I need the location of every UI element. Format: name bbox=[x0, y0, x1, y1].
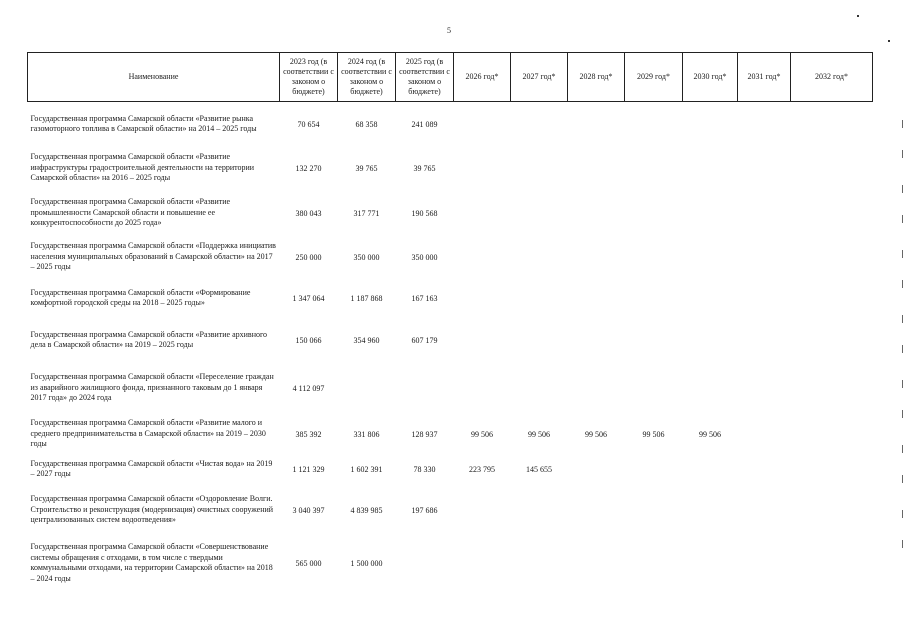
table-row bbox=[28, 318, 873, 362]
value-2023: 1 347 064 bbox=[292, 293, 325, 303]
scan-speck bbox=[888, 40, 890, 42]
value-2026 bbox=[454, 102, 511, 147]
column-header-2026: 2026 год* bbox=[454, 53, 511, 102]
value-2028 bbox=[568, 236, 625, 278]
value-2028 bbox=[568, 362, 625, 414]
value-2024: 331 806 bbox=[353, 429, 380, 439]
value-2024: 1 500 000 bbox=[350, 558, 383, 568]
value-2027 bbox=[511, 362, 568, 414]
table-row bbox=[28, 536, 873, 590]
value-2029: 99 506 bbox=[642, 429, 665, 439]
value-2028: 99 506 bbox=[585, 429, 607, 439]
value-2032 bbox=[791, 146, 873, 190]
value-2027 bbox=[511, 102, 568, 147]
column-header-2032: 2032 год* bbox=[791, 53, 873, 102]
scan-edge-mark bbox=[902, 185, 903, 193]
table-row bbox=[28, 454, 873, 484]
value-2029 bbox=[625, 318, 683, 362]
value-2025: 128 937 bbox=[411, 429, 438, 439]
value-2027 bbox=[511, 536, 568, 590]
value-2023: 3 040 397 bbox=[292, 505, 325, 515]
value-2024: 1 602 391 bbox=[350, 464, 383, 474]
value-2026: 223 795 bbox=[469, 464, 495, 474]
value-2028 bbox=[568, 146, 625, 190]
value-2024: 68 358 bbox=[355, 119, 378, 129]
value-2031 bbox=[738, 362, 791, 414]
value-2029 bbox=[625, 536, 683, 590]
value-2032 bbox=[791, 362, 873, 414]
value-2032 bbox=[791, 484, 873, 536]
scan-edge-mark bbox=[902, 150, 903, 158]
value-2030 bbox=[683, 454, 738, 484]
value-2032 bbox=[791, 318, 873, 362]
value-2028 bbox=[568, 536, 625, 590]
value-2027 bbox=[511, 484, 568, 536]
value-2032 bbox=[791, 278, 873, 318]
program-name: Государственная программа Самарской области «Переселение граждан из аварийного жилищного фонда, признанного таковым до 1 января 2017 года» до 2024 года bbox=[30, 372, 274, 403]
column-header-2028: 2028 год* bbox=[568, 53, 625, 102]
value-2025: 39 765 bbox=[413, 163, 436, 173]
table-row bbox=[28, 102, 873, 147]
scan-edge-mark bbox=[902, 250, 903, 258]
value-2025 bbox=[396, 362, 454, 414]
column-header-name: Наименование bbox=[28, 53, 280, 102]
value-2030 bbox=[683, 362, 738, 414]
value-2024: 350 000 bbox=[353, 252, 380, 262]
value-2028 bbox=[568, 102, 625, 147]
value-2023: 70 654 bbox=[297, 119, 320, 129]
table-row bbox=[28, 484, 873, 536]
value-2030 bbox=[683, 536, 738, 590]
value-2028 bbox=[568, 190, 625, 236]
value-2031 bbox=[738, 146, 791, 190]
value-2023: 385 392 bbox=[295, 429, 322, 439]
program-name: Государственная программа Самарской области «Развитие рынка газомоторного топлива в Самарской области» на 2014 – 2025 годы bbox=[30, 113, 257, 133]
value-2031 bbox=[738, 236, 791, 278]
value-2027: 99 506 bbox=[528, 429, 550, 439]
value-2028 bbox=[568, 318, 625, 362]
value-2027 bbox=[511, 146, 568, 190]
value-2026: 99 506 bbox=[471, 429, 493, 439]
value-2029 bbox=[625, 190, 683, 236]
value-2030 bbox=[683, 484, 738, 536]
value-2029 bbox=[625, 236, 683, 278]
table-row bbox=[28, 236, 873, 278]
value-2023: 1 121 329 bbox=[292, 464, 325, 474]
scan-edge-mark bbox=[902, 540, 903, 548]
value-2025: 190 568 bbox=[411, 208, 438, 218]
scan-edge-mark bbox=[902, 445, 903, 453]
scan-edge-mark bbox=[902, 475, 903, 483]
value-2025: 607 179 bbox=[411, 335, 438, 345]
value-2029 bbox=[625, 454, 683, 484]
value-2023: 380 043 bbox=[295, 208, 322, 218]
scan-edge-mark bbox=[902, 510, 903, 518]
value-2024: 354 960 bbox=[353, 335, 380, 345]
program-name: Государственная программа Самарской области «Развитие промышленности Самарской области и повышение ее конкурентоспособности до 2025 года» bbox=[30, 197, 231, 228]
value-2027 bbox=[511, 278, 568, 318]
program-name: Государственная программа Самарской области «Оздоровление Волги. Строительство и реконструкция (модернизация) очистных сооружений централизованных систем водоотведения» bbox=[30, 494, 274, 525]
value-2026 bbox=[454, 146, 511, 190]
scan-edge-mark bbox=[902, 215, 903, 223]
value-2030 bbox=[683, 236, 738, 278]
value-2027 bbox=[511, 236, 568, 278]
table-row bbox=[28, 278, 873, 318]
value-2031 bbox=[738, 454, 791, 484]
program-name: Государственная программа Самарской области «Формирование комфортной городской среды на 2018 – 2025 годы» bbox=[30, 287, 251, 307]
value-2031 bbox=[738, 102, 791, 147]
value-2026 bbox=[454, 190, 511, 236]
value-2032 bbox=[791, 536, 873, 590]
value-2031 bbox=[738, 318, 791, 362]
value-2025: 241 089 bbox=[411, 119, 438, 129]
value-2030 bbox=[683, 102, 738, 147]
program-name: Государственная программа Самарской области «Развитие малого и среднего предпринимательства в Самарской области» на 2019 – 2030 годы bbox=[30, 418, 266, 449]
value-2026 bbox=[454, 236, 511, 278]
column-header-2029: 2029 год* bbox=[625, 53, 683, 102]
value-2032 bbox=[791, 414, 873, 454]
value-2025: 78 330 bbox=[413, 464, 436, 474]
column-header-2027: 2027 год* bbox=[511, 53, 568, 102]
value-2027: 145 655 bbox=[526, 464, 552, 474]
value-2024: 317 771 bbox=[353, 208, 380, 218]
value-2025: 197 686 bbox=[411, 505, 438, 515]
value-2028 bbox=[568, 278, 625, 318]
value-2031 bbox=[738, 190, 791, 236]
scan-edge-mark bbox=[902, 345, 903, 353]
value-2029 bbox=[625, 484, 683, 536]
value-2026 bbox=[454, 278, 511, 318]
scan-edge-mark bbox=[902, 280, 903, 288]
value-2027 bbox=[511, 190, 568, 236]
budget-table bbox=[27, 52, 873, 590]
value-2029 bbox=[625, 146, 683, 190]
value-2024 bbox=[338, 362, 396, 414]
value-2029 bbox=[625, 102, 683, 147]
value-2030 bbox=[683, 190, 738, 236]
value-2031 bbox=[738, 536, 791, 590]
scan-edge-mark bbox=[902, 315, 903, 323]
value-2023: 4 112 097 bbox=[292, 383, 325, 393]
column-header-2031: 2031 год* bbox=[738, 53, 791, 102]
column-header-2023: 2023 год (в соответствии с законом о бюджете) bbox=[280, 53, 338, 102]
program-name: Государственная программа Самарской области «Развитие инфраструктуры градостроительной деятельности на территории Самарской области» на 2016 – 2025 годы bbox=[30, 152, 255, 183]
value-2030 bbox=[683, 146, 738, 190]
page-number: 5 bbox=[447, 26, 451, 35]
value-2031 bbox=[738, 484, 791, 536]
table-row bbox=[28, 362, 873, 414]
program-name: Государственная программа Самарской области «Совершенствование системы обращения с отходами, в том числе с твердыми коммунальными отходами, на территории Самарской области» на 2018 – 2024 годы bbox=[30, 542, 273, 583]
table-row bbox=[28, 414, 873, 454]
value-2031 bbox=[738, 414, 791, 454]
column-header-2024: 2024 год (в соответствии с законом о бюджете) bbox=[338, 53, 396, 102]
value-2029 bbox=[625, 278, 683, 318]
program-name: Государственная программа Самарской области «Поддержка инициатив населения муниципальных образований в Самарской области» на 2017 – 2025 годы bbox=[30, 241, 276, 272]
value-2026 bbox=[454, 362, 511, 414]
column-header-2025: 2025 год (в соответствии с законом о бюджете) bbox=[396, 53, 454, 102]
value-2027 bbox=[511, 318, 568, 362]
value-2025 bbox=[396, 536, 454, 590]
scan-edge-mark bbox=[902, 410, 903, 418]
table-header-row bbox=[28, 53, 873, 102]
value-2024: 39 765 bbox=[355, 163, 378, 173]
value-2032 bbox=[791, 190, 873, 236]
value-2023: 250 000 bbox=[295, 252, 322, 262]
value-2025: 350 000 bbox=[411, 252, 438, 262]
value-2032 bbox=[791, 236, 873, 278]
value-2030 bbox=[683, 278, 738, 318]
value-2023: 132 270 bbox=[295, 163, 322, 173]
scan-speck bbox=[857, 15, 859, 17]
value-2032 bbox=[791, 102, 873, 147]
value-2026 bbox=[454, 484, 511, 536]
table-row bbox=[28, 146, 873, 190]
value-2031 bbox=[738, 278, 791, 318]
value-2029 bbox=[625, 362, 683, 414]
value-2032 bbox=[791, 454, 873, 484]
program-name: Государственная программа Самарской области «Развитие архивного дела в Самарской области» на 2019 – 2025 годы bbox=[30, 329, 268, 349]
value-2024: 1 187 868 bbox=[350, 293, 383, 303]
program-name: Государственная программа Самарской области «Чистая вода» на 2019 – 2027 годы bbox=[30, 458, 273, 478]
value-2028 bbox=[568, 454, 625, 484]
table-row bbox=[28, 190, 873, 236]
scan-edge-mark bbox=[902, 380, 903, 388]
value-2026 bbox=[454, 536, 511, 590]
value-2024: 4 839 985 bbox=[350, 505, 383, 515]
value-2023: 150 066 bbox=[295, 335, 322, 345]
column-header-2030: 2030 год* bbox=[683, 53, 738, 102]
value-2028 bbox=[568, 484, 625, 536]
value-2026 bbox=[454, 318, 511, 362]
value-2023: 565 000 bbox=[295, 558, 322, 568]
value-2030: 99 506 bbox=[699, 429, 721, 439]
value-2030 bbox=[683, 318, 738, 362]
scan-edge-mark bbox=[902, 120, 903, 128]
value-2025: 167 163 bbox=[411, 293, 438, 303]
